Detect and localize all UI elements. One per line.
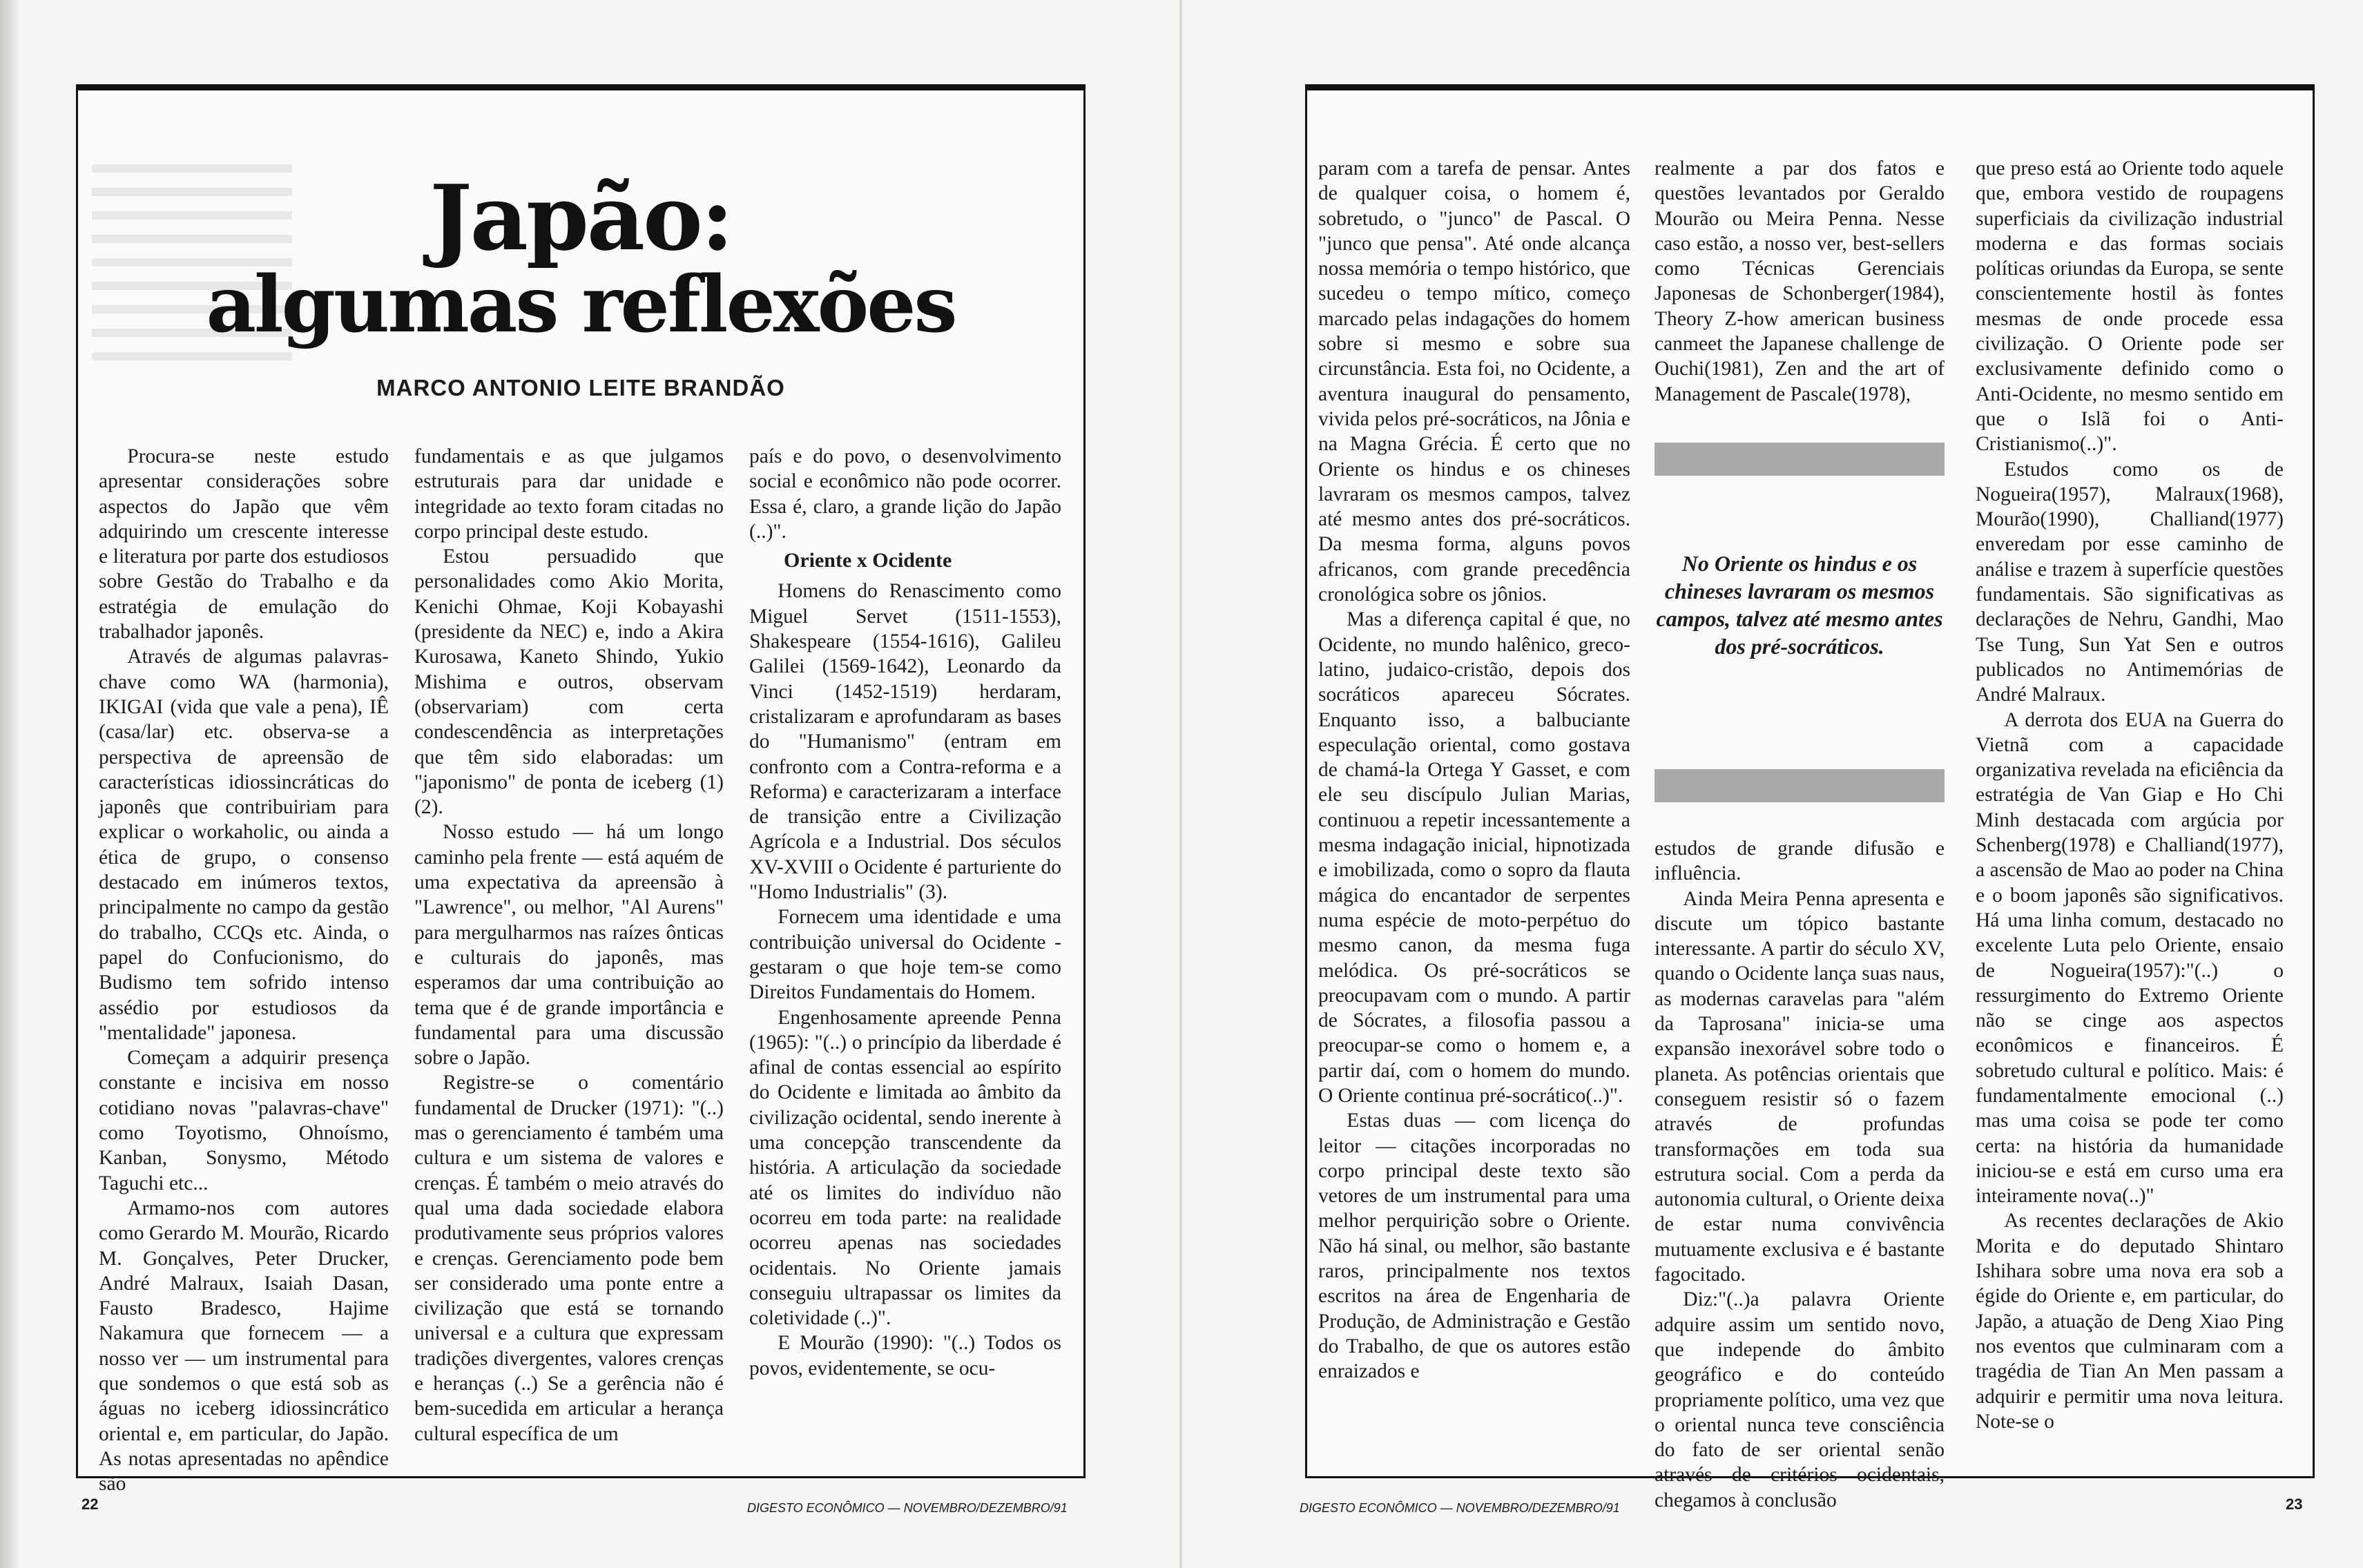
paragraph: Começam a adquirir presença constante e incisiva em nosso cotidiano novas "palavras-chave" como Toyotismo, Ohnoísmo, Kanban, Sonysmo, Método Taguchi etc...: [99, 1047, 389, 1194]
right-column-2-top: [1655, 156, 1945, 407]
page-number: 23: [2286, 1496, 2303, 1513]
left-page: [0, 0, 1179, 1568]
section-heading: Oriente x Ocidente: [784, 549, 952, 572]
paragraph: Estas duas — com licença do leitor — citações incorporadas no corpo principal deste texto são vetores de um instrumental para uma melhor perquirição sobre o Oriente. Não há sinal, ou melhor, são bastante raros, principalmente nos textos escritos na área de Engenharia de Produção, de Administração e Gestão do Trabalho, de que os autores estão enraizados e: [1318, 1110, 1630, 1383]
paragraph: Diz:"(..)a palavra Oriente adquire assim um sentido novo, que independe do âmbito geográfico e do conteúdo propriamente político, uma vez que o oriental nunca teve consciência do fato de ser oriental senão através de critérios ocidentais, chegamos à conclusão: [1655, 1288, 1945, 1511]
paragraph: Homens do Renascimento como Miguel Servet (1511-1553), Shakespeare (1554-1616), Galileu Galilei (1569-1642), Leonardo da Vinci (1452-1519) herdaram, cristalizaram e aprofundaram as bases do "Humanismo" (entram em confronto com a Contra-reforma e a Reforma) e caracterizaram a interface de transição entre a Civilização Agrícola e a Industrial. Dos séculos XV-XVIII o Ocidente é parturiente do "Homo Industrialis" (3).: [749, 580, 1061, 904]
left-column-1: [99, 444, 389, 1496]
paragraph: Registre-se o comentário fundamental de Drucker (1971): "(..) mas o gerenciamento é também uma cultura e um sistema de valores e crenças. É também o meio através do qual uma dada sociedade elabora produtivamente seus próprios valores e crenças. Gerenciamento pode bem ser considerado uma ponte entre a civilização que está se tornando universal e a cultura que expressam tradições divergentes, valores crenças e heranças (..) Se a gerência não é bem-sucedida em articular a herança cultural específica de um: [414, 1072, 724, 1445]
article-frame-left: [76, 84, 1086, 1496]
paragraph: Armamo-nos com autores como Gerardo M. Mourão, Ricardo M. Gonçalves, Peter Drucker, André Malraux, Isaiah Dasan, Fausto Bradesco, Hajime Nakamura que fornecem — a nosso ver — um instrumental para que sondemos o que está sob as águas no iceberg idiossincrático oriental e, em particular, do Japão. As notas apresentadas no apêndice são: [99, 1197, 389, 1496]
paragraph: realmente a par dos fatos e questões levantados por Geraldo Mourão ou Meira Penna. Nesse caso estão, a nosso ver, best-sellers como Técnicas Gerenciais Japonesas de Schonberger(1984), Theory Z-how american business canmeet the Japanese challenge de Ouchi(1981), Zen and the art of Management de Pascale(1978),: [1655, 157, 1945, 405]
paragraph: Através de algumas palavras-chave como WA (harmonia), IKIGAI (vida que vale a pena), IÊ (casa/lar) etc. observa-se a perspectiva de apreensão de características idiossincráticas do japonês que contribuiriam para explicar o workaholic, ou ainda a ética de grupo, o consenso destacado em inúmeros textos, principalmente no campo da gestão do trabalho, CCQs etc. Ainda, o papel do Confucionismo, do Budismo tem sofrido intenso assédio por estudiosos da "mentalidade" japonesa.: [99, 646, 389, 1044]
paragraph: país e do povo, o desenvolvimento social e econômico não pode ocorrer. Essa é, claro, a grande lição do Japão (..)".: [749, 445, 1061, 543]
article-title-line1: Japão:: [430, 165, 732, 271]
paragraph: fundamentais e as que julgamos estruturais para dar unidade e integridade ao texto foram citadas no corpo principal deste estudo.: [414, 445, 724, 543]
paragraph: Fornecem uma identidade e uma contribuição universal do Ocidente - gestaram o que hoje tem-se como Direitos Fundamentais do Homem.: [749, 906, 1061, 1004]
right-column-2-bottom: [1655, 836, 1945, 1513]
paragraph: Estou persuadido que personalidades como Akio Morita, Kenichi Ohmae, Koji Kobayashi (presidente da NEC) e, indo a Akira Kurosawa, Kaneto Shindo, Yukio Mishima e outros, observam (observariam) com certa condescendência as interpretações que têm sido elaboradas: um "japonismo" de ponta de iceberg (1) (2).: [414, 545, 724, 819]
pull-quote: No Oriente os hindus e os chineses lavraram os mesmos campos, talvez até mesmo antes dos pré-socráticos.: [1656, 551, 1943, 659]
paragraph: Mas a diferença capital é que, no Ocidente, no mundo halênico, greco-latino, judaico-cristão, depois dos socráticos apareceu Sócrates. Enquanto isso, a balbuciante especulação oriental, como gostava de chamá-la Ortega Y Gasset, e com ele seu discípulo Julian Marias, continuou a repetir incessantemente a mesma indagação inicial, hipnotizada e imobilizada, como o sopro da flauta mágica do encantador de serpentes numa espécie de moto-perpétuo do mesmo canon, da mesma fuga melódica. Os pré-socráticos se preocupavam com o mundo. A partir de Sócrates, a filosofia passou a preocupar-se como o homem e, a partir daí, com o homem do mundo. O Oriente continua pré-socrático(..)".: [1318, 608, 1630, 1107]
right-column-1: [1318, 156, 1630, 1384]
right-column-3: [1976, 156, 2284, 1434]
page-footer: DIGESTO ECONÔMICO — NOVEMBRO/DEZEMBRO/91: [747, 1501, 1068, 1515]
paragraph: que preso está ao Oriente todo aquele que, embora vestido de roupagens superficiais da civilização industrial moderna e das formas sociais políticas oriundas da Europa, se sente conscientemente hostil às fontes mesmas de onde procede essa civilização. O Oriente pode ser exclusivamente definido como o Anti-Ocidente, no mesmo sentido em que o Islã foi o Anti-Cristianismo(..)".: [1976, 157, 2284, 456]
paragraph: Ainda Meira Penna apresenta e discute um tópico bastante interessante. A partir do século XV, quando o Ocidente lança suas naus, as modernas caravelas para "além da Taprosana" inicia-se uma expansão inexorável sobre todo o planeta. As potências orientais que conseguem resistir só o fazem através de profundas transformações em toda sua estrutura social. Com a perda da autonomia cultural, o Oriente deixa de estar numa convivência mutuamente exclusiva e é bastante fagocitado.: [1655, 887, 1945, 1286]
page-footer: DIGESTO ECONÔMICO — NOVEMBRO/DEZEMBRO/91: [1300, 1501, 1620, 1515]
scan-edge: [0, 0, 18, 1568]
paragraph: param com a tarefa de pensar. Antes de qualquer coisa, o homem é, sobretudo, o "junco" de Pascal. O "junco que pensa". Até onde alcança nossa memória o tempo histórico, que sucedeu o tempo mítico, começo marcado pelas indagações do homem sobre si mesmo e sobre sua circunstância. Esta foi, no Ocidente, a aventura inaugural do pensamento, vivida pelos pré-socráticos, na Jônia e na Magna Grécia. É certo que no Oriente os hindus e os chineses lavraram os mesmos campos, talvez até mesmo antes dos pré-socráticos. Da mesma forma, alguns povos africanos, com grande precedência cronológica sobre os jônios.: [1318, 157, 1630, 606]
paragraph: Procura-se neste estudo apresentar considerações sobre aspectos do Japão que vêm adquirindo um crescente interesse e literatura por parte dos estudiosos sobre Gestão do Trabalho e da estratégia de emulação do trabalhador japonês.: [99, 445, 389, 643]
paragraph: A derrota dos EUA na Guerra do Vietnã com a capacidade organizativa revelada na eficiência da estratégia de Van Giap e Ho Chi Minh destacada com argúcia por Schenberg(1978) e Challiand(1977), a ascensão de Mao ao poder na China e o boom japonês são significativos. Há uma linha comum, destacado no excelente Luta pelo Oriente, ensaio de Nogueira(1957):"(..) o ressurgimento do Extremo Oriente não se cinge aos aspectos econômicos e financeiros. É sobretudo cultural e político. Mais: é fundamentalmente emocional (..) mas uma coisa se pode ter como certa: na história da humanidade iniciou-se e está em curso uma era inteiramente nova(..)": [1976, 708, 2284, 1208]
paragraph: As recentes declarações de Akio Morita e do deputado Shintaro Ishihara sobre uma nova era sob a égide do Oriente e, em particular, do Japão, a atuação de Deng Xiao Ping nos eventos que culminaram com a tragédia de Tian An Men passam a adquirir e permitir uma nova leitura. Note-se o: [1976, 1210, 2284, 1433]
left-column-3: [749, 444, 1061, 1381]
paragraph: Nosso estudo — há um longo caminho pela frente — está aquém de uma expectativa da apreensão à "Lawrence", ou melhor, "Al Aurens" para mergulharmos nas raízes ônticas e culturais do japonês, mas esperamos dar uma contribuição ao tema que é de grande importância e fundamental para uma discussão sobre o Japão.: [414, 821, 724, 1069]
left-column-2: [414, 444, 724, 1446]
pull-quote-bar-bottom: [1655, 769, 1945, 802]
paragraph: estudos de grande difusão e influência.: [1655, 838, 1945, 885]
page-number: 22: [81, 1496, 99, 1513]
article-author: MARCO ANTONIO LEITE BRANDÃO: [376, 375, 785, 400]
pull-quote-bar-top: [1655, 443, 1945, 476]
right-page: [1182, 0, 2363, 1568]
paragraph: E Mourão (1990): "(..) Todos os povos, evidentemente, se ocu-: [749, 1332, 1061, 1380]
article-title-line2: algumas reflexões: [206, 260, 956, 350]
paragraph: Engenhosamente apreende Penna (1965): "(..) o princípio da liberdade é afinal de contas essencial ao espírito do Ocidente e limitada ao âmbito da civilização ocidental, sendo inerente à uma concepção transcendente da história. A articulação da sociedade até os limites do indivíduo não ocorreu em toda parte: na realidade ocorreu apenas nas sociedades ocidentais. No Oriente jamais conseguiu ultrapassar os limites da coletividade (..)".: [749, 1006, 1061, 1330]
paragraph: Estudos como os de Nogueira(1957), Malraux(1968), Mourão(1990), Challiand(1977) enveredam por esse caminho de análise e trazem à superfície questões fundamentais. São significativas as declarações de Nehru, Gandhi, Mao Tse Tung, Sun Yat Sen e outros publicados no Antimemórias de André Malraux.: [1976, 458, 2284, 706]
